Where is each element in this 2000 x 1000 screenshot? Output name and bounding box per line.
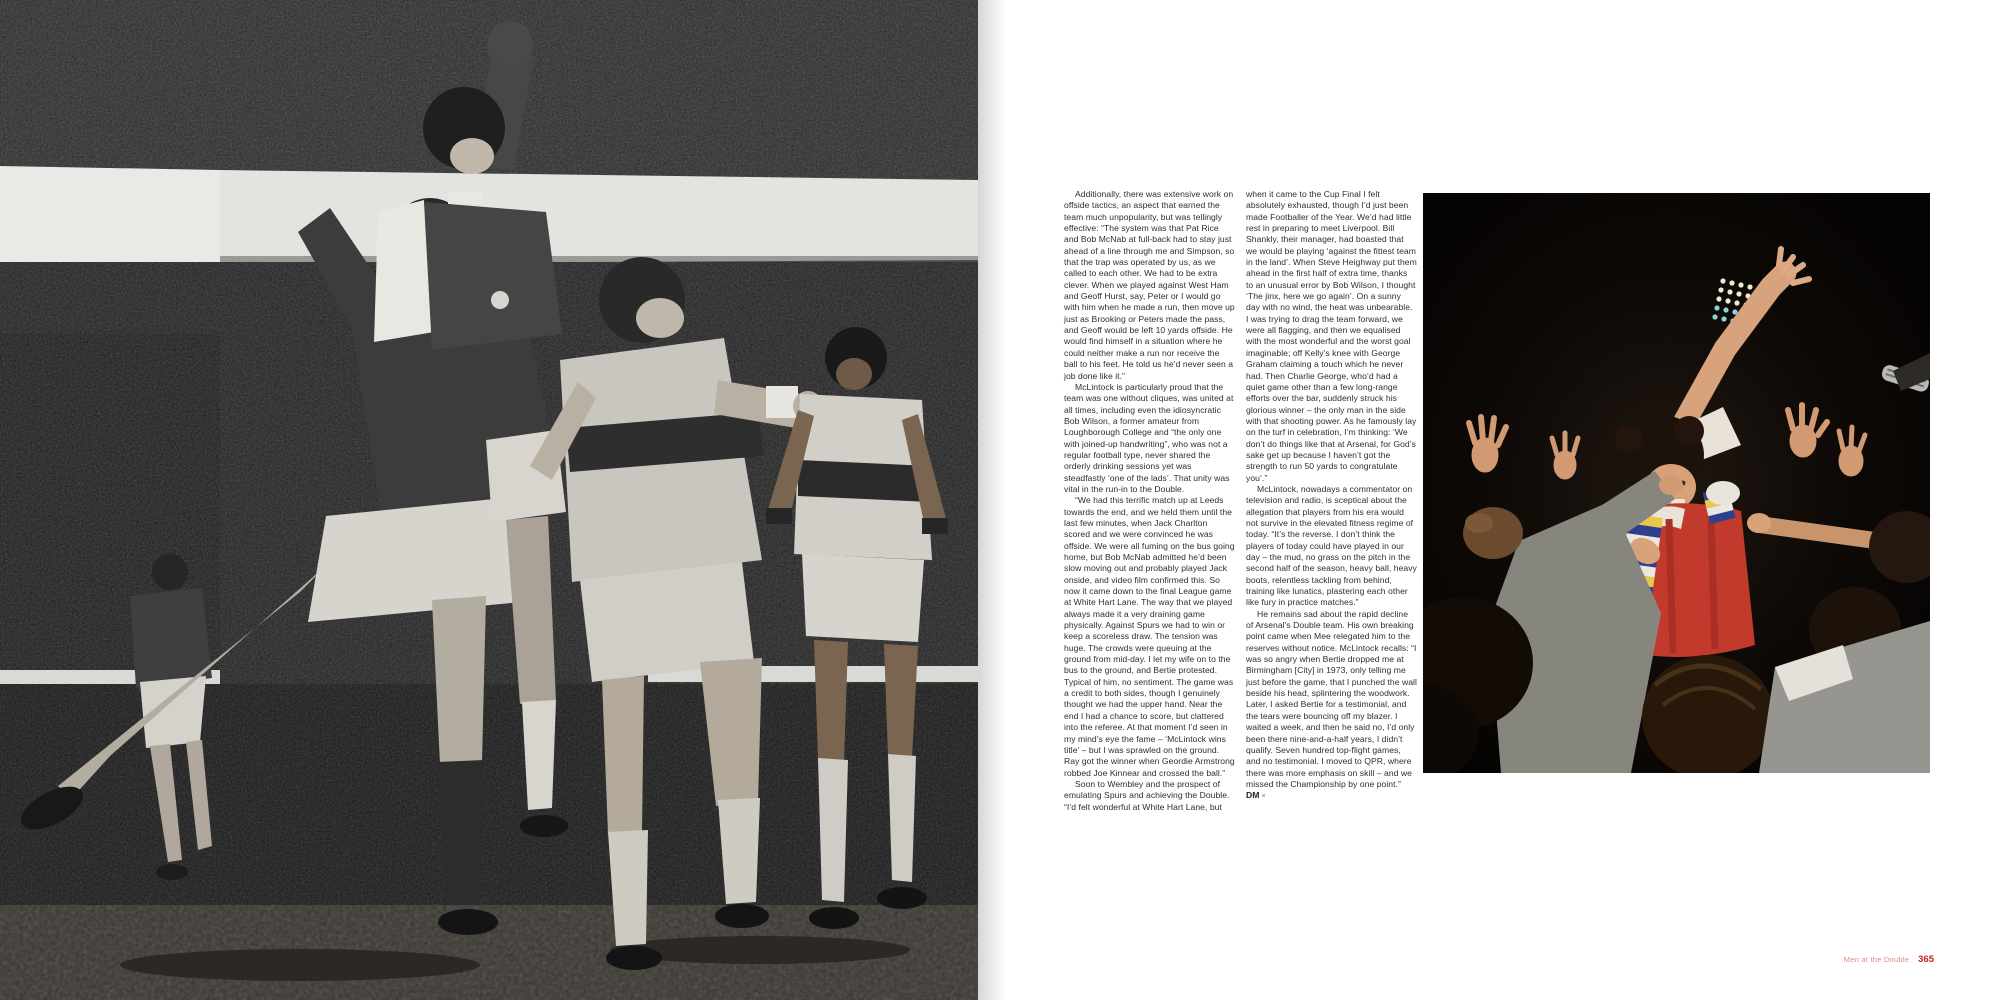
article-column-2 xyxy=(1246,189,1417,803)
paragraph: “We had this terrific match up at Leeds towards the end, and we held them until the last few minutes, when Jack Charlton scored and we were convinced he was offside. We were all fuming on the bus going home, but Bob McNab admitted he’d been slow moving out and probably played Jack onside, and video film confirmed this. So now it came down to the final League game at White Hart Lane. The way that we played always made it a very draining game physically. Against Spurs we had to win or keep a scoreless draw. The tension was huge. The crowds were queuing at the ground from mid-day. I let my wife on to the bus to the ground, and Bertie protested. Typical of him, no sentiment. The game was a credit to both sides, though I genuinely thought we had the upper hand. Near the end I had a chance to score, but clattered into the referee. At that moment I’d seen in my mind’s eye the fame – ‘McLintock wins title’ – but I was sprawled on the ground. Ray got the winner when Geordie Armstrong robbed Joe Kinnear and crossed the ball.” xyxy=(1064,495,1235,778)
article-end-icon: × xyxy=(1261,793,1266,801)
bw-match-photo-art xyxy=(0,0,978,1000)
paragraph: McLintock, nowadays a commentator on television and radio, is sceptical about the allegation that players from his era would not survive in the elevated fitness regime of today. “It’s the reverse. I don’t think the players of today could have played in our day – the mud, no grass on the pitch in the second half of the season, heavy ball, heavy boots, relentless tackling from behind, training like lunatics, plastering each other like fury in practice matches.” xyxy=(1246,483,1417,608)
paragraph: McLintock is particularly proud that the team was one without cliques, was united at all times, including even the idiosyncratic Bob Wilson, a former amateur from Loughborough College and “the only one with joined-up handwriting”, who was not a regular football type, never shared the orderly drinking sessions yet was steadfastly ‘one of the lads’. That unity was vital in the run-in to the Double. xyxy=(1064,381,1234,494)
paragraph: Additionally, there was extensive work on offside tactics, an aspect that earned the team much unpopularity, but was tellingly effective: “The system was that Pat Rice and Bob McNab at full-back had to stay just ahead of a line through me and Simpson, so that the trap was operated by us, as we called to each other. We had to be extra clever. When we played against West Ham and Geoff Hurst, say, Peter or I would go with him when he made a run, then move up just as Brooking or Peters made the pass, and Geoff would be left 10 yards offside. He would find himself in a situation where he could neither make a run nor receive the ball to his feet. He told us he’d never seen a job done like it.” xyxy=(1064,189,1235,381)
bandaged-hand xyxy=(1706,481,1740,505)
color-celebration-photo xyxy=(1423,193,1930,773)
page-folio xyxy=(1844,949,1934,967)
chapter-title: Men at the Double xyxy=(1843,955,1910,964)
page-number: 365 xyxy=(1918,954,1934,965)
page-gutter xyxy=(978,0,1006,1000)
paragraph: Soon to Wembley and the prospect of emulating Spurs and achieving the Double. “I’d felt wonderful at White Hart Lane, but xyxy=(1064,778,1230,812)
color-celebration-photo-art xyxy=(1423,193,1930,773)
bw-match-photo xyxy=(0,0,978,1000)
article-column-1 xyxy=(1064,189,1235,813)
paragraph: when it came to the Cup Final I felt absolutely exhausted, though I’d just been made Footballer of the Year. We’d had little rest in preparing to meet Liverpool. Bill Shankly, their manager, had boasted that we would be playing ‘against the fittest team in the land’. When Steve Heighway put them ahead in the first half of extra time, thanks to an unusual error by Bob Wilson, I thought ‘The jinx, here we go again’. On a sunny day with no wind, the heat was unbearable. I was trying to drag the team forward, we were all flagging, and then we equalised with the most wonderful and the worst goal imaginable; off Kelly’s knee with George Graham claiming a touch which he never had. Then Charlie George, who’d had a quiet game other than a few long-range efforts over the bar, suddenly struck his glorious winner – the only man in the side with that shooting power. As he famously lay on the turf in celebration, I’m thinking: ‘We don’t do things like that at Arsenal, for God’s sake get up because I haven’t got the strength to run 50 yards to congratulate you’.” xyxy=(1246,189,1417,483)
paragraph: He remains sad about the rapid decline of Arsenal’s Double team. His own breaking point came when Mee relegated him to the reserves without notice. McLintock recalls: “I was so angry when Bertie dropped me at Birmingham [City] in 1973, only telling me just before the game, that I punched the wall beside his head, splintering the woodwork. Later, I asked Bertie for a testimonial, and the tears were bouncing off my blazer. I waited a week, and then he said no, I’d only been there nine-and-a-half years, I didn’t qualify. Seven hundred top-flight games, and no testimonial. I moved to QPR, where there was more emphasis on skill – and we missed the Championship by one point.” DM × xyxy=(1246,608,1417,801)
author-initials: DM xyxy=(1246,790,1260,801)
